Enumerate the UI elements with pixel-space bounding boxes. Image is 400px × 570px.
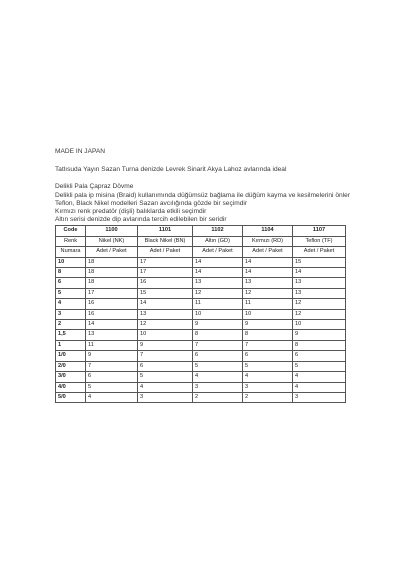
quantity-cell: 14 bbox=[243, 257, 293, 267]
quantity-cell: 14 bbox=[86, 320, 138, 330]
quantity-cell: 17 bbox=[138, 257, 193, 267]
quantity-cell: 5 bbox=[193, 361, 243, 371]
quantity-cell: 6 bbox=[243, 351, 293, 361]
hook-size-cell: 1,5 bbox=[56, 330, 86, 340]
hook-size-cell: 5 bbox=[56, 288, 86, 298]
header-color-rd: Kırmızı (RD) bbox=[243, 236, 293, 246]
quantity-cell: 3 bbox=[293, 392, 346, 402]
header-unit-5: Adet / Paket bbox=[293, 247, 346, 257]
header-unit-3: Adet / Paket bbox=[193, 247, 243, 257]
hook-size-cell: 1/0 bbox=[56, 351, 86, 361]
quantity-cell: 12 bbox=[293, 299, 346, 309]
quantity-cell: 18 bbox=[86, 278, 138, 288]
quantity-cell: 11 bbox=[243, 299, 293, 309]
quantity-cell: 13 bbox=[138, 309, 193, 319]
header-code-1100: 1100 bbox=[86, 226, 138, 236]
quantity-cell: 5 bbox=[86, 382, 138, 392]
quantity-cell: 10 bbox=[138, 330, 193, 340]
quantity-cell: 10 bbox=[193, 309, 243, 319]
usage-line: Tatlısuda Yayın Sazan Turna denizde Levrek Sinarit Akya Lahoz avlarında ideal bbox=[55, 166, 287, 174]
quantity-cell: 13 bbox=[243, 278, 293, 288]
table-row bbox=[56, 268, 346, 278]
header-unit-4: Adet / Paket bbox=[243, 247, 293, 257]
quantity-cell: 12 bbox=[293, 309, 346, 319]
quantity-cell: 2 bbox=[193, 392, 243, 402]
quantity-cell: 13 bbox=[293, 288, 346, 298]
document-content bbox=[55, 148, 350, 403]
quantity-cell: 10 bbox=[243, 309, 293, 319]
quantity-cell: 14 bbox=[193, 257, 243, 267]
header-code-1104: 1104 bbox=[243, 226, 293, 236]
header-color-bn: Black Nikel (BN) bbox=[138, 236, 193, 246]
quantity-cell: 3 bbox=[193, 382, 243, 392]
quantity-cell: 3 bbox=[138, 392, 193, 402]
quantity-cell: 4 bbox=[86, 392, 138, 402]
quantity-cell: 2 bbox=[243, 392, 293, 402]
header-color-gd: Altın (GD) bbox=[193, 236, 243, 246]
spec-table bbox=[55, 225, 346, 403]
header-row-unit bbox=[56, 247, 346, 257]
quantity-cell: 6 bbox=[138, 361, 193, 371]
hook-size-cell: 8 bbox=[56, 268, 86, 278]
quantity-cell: 17 bbox=[138, 268, 193, 278]
header-code-1101: 1101 bbox=[138, 226, 193, 236]
quantity-cell: 10 bbox=[293, 320, 346, 330]
table-row bbox=[56, 309, 346, 319]
quantity-cell: 9 bbox=[293, 330, 346, 340]
hook-size-cell: 4/0 bbox=[56, 382, 86, 392]
quantity-cell: 14 bbox=[138, 299, 193, 309]
quantity-cell: 7 bbox=[243, 340, 293, 350]
quantity-cell: 13 bbox=[293, 278, 346, 288]
feature-title-line: Delikli Pala Çapraz Dövme bbox=[55, 183, 134, 191]
quantity-cell: 4 bbox=[193, 372, 243, 382]
quantity-cell: 6 bbox=[193, 351, 243, 361]
table-row bbox=[56, 299, 346, 309]
hook-size-cell: 2 bbox=[56, 320, 86, 330]
header-color-nk: Nikel (NK) bbox=[86, 236, 138, 246]
quantity-cell: 7 bbox=[138, 351, 193, 361]
header-unit-1: Adet / Paket bbox=[86, 247, 138, 257]
hook-size-cell: 3 bbox=[56, 309, 86, 319]
red-note-line: Kırmızı renk predatör (dişli) balıklarda etkili seçimdir bbox=[55, 208, 207, 216]
quantity-cell: 12 bbox=[138, 320, 193, 330]
table-row bbox=[56, 351, 346, 361]
table-row bbox=[56, 382, 346, 392]
table-row bbox=[56, 288, 346, 298]
table-row bbox=[56, 257, 346, 267]
quantity-cell: 8 bbox=[293, 340, 346, 350]
hook-size-cell: 5/0 bbox=[56, 392, 86, 402]
quantity-cell: 8 bbox=[243, 330, 293, 340]
quantity-cell: 17 bbox=[86, 288, 138, 298]
quantity-cell: 18 bbox=[86, 257, 138, 267]
header-unit-2: Adet / Paket bbox=[138, 247, 193, 257]
header-row-code bbox=[56, 226, 346, 236]
table-row bbox=[56, 372, 346, 382]
hook-size-cell: 2/0 bbox=[56, 361, 86, 371]
quantity-cell: 6 bbox=[86, 372, 138, 382]
quantity-cell: 9 bbox=[86, 351, 138, 361]
quantity-cell: 9 bbox=[193, 320, 243, 330]
quantity-cell: 9 bbox=[243, 320, 293, 330]
header-code-1102: 1102 bbox=[193, 226, 243, 236]
quantity-cell: 6 bbox=[293, 351, 346, 361]
header-code-label: Code bbox=[56, 226, 86, 236]
quantity-cell: 16 bbox=[138, 278, 193, 288]
quantity-cell: 15 bbox=[138, 288, 193, 298]
quantity-cell: 3 bbox=[243, 382, 293, 392]
quantity-cell: 14 bbox=[293, 268, 346, 278]
header-row-color bbox=[56, 236, 346, 246]
table-row bbox=[56, 392, 346, 402]
header-code-1107: 1107 bbox=[293, 226, 346, 236]
quantity-cell: 7 bbox=[193, 340, 243, 350]
quantity-cell: 14 bbox=[193, 268, 243, 278]
quantity-cell: 5 bbox=[243, 361, 293, 371]
quantity-cell: 8 bbox=[193, 330, 243, 340]
quantity-cell: 4 bbox=[293, 372, 346, 382]
origin-line: MADE IN JAPAN bbox=[55, 148, 106, 155]
quantity-cell: 15 bbox=[293, 257, 346, 267]
hook-size-cell: 6 bbox=[56, 278, 86, 288]
teflon-note-line: Teflon, Black Nikel modelleri Sazan avcılığında gözde bir seçimdir bbox=[55, 199, 248, 207]
table-row bbox=[56, 320, 346, 330]
quantity-cell: 13 bbox=[193, 278, 243, 288]
quantity-cell: 4 bbox=[243, 372, 293, 382]
hook-size-cell: 10 bbox=[56, 257, 86, 267]
header-color-label: Renk bbox=[56, 236, 86, 246]
table-row bbox=[56, 330, 346, 340]
hook-size-cell: 1 bbox=[56, 340, 86, 350]
table-row bbox=[56, 361, 346, 371]
table-row bbox=[56, 278, 346, 288]
quantity-cell: 14 bbox=[243, 268, 293, 278]
quantity-cell: 11 bbox=[86, 340, 138, 350]
quantity-cell: 16 bbox=[86, 299, 138, 309]
quantity-cell: 16 bbox=[86, 309, 138, 319]
hook-size-cell: 4 bbox=[56, 299, 86, 309]
quantity-cell: 12 bbox=[243, 288, 293, 298]
hook-size-cell: 3/0 bbox=[56, 372, 86, 382]
quantity-cell: 7 bbox=[86, 361, 138, 371]
quantity-cell: 5 bbox=[138, 372, 193, 382]
quantity-cell: 4 bbox=[293, 382, 346, 392]
table-row bbox=[56, 340, 346, 350]
quantity-cell: 9 bbox=[138, 340, 193, 350]
gold-note-line: Altın serisi denizde dip avlarında tercih edilebilen bir seridir bbox=[55, 216, 227, 224]
quantity-cell: 5 bbox=[293, 361, 346, 371]
quantity-cell: 4 bbox=[138, 382, 193, 392]
quantity-cell: 12 bbox=[193, 288, 243, 298]
quantity-cell: 11 bbox=[193, 299, 243, 309]
quantity-cell: 13 bbox=[86, 330, 138, 340]
header-color-tf: Teflon (TF) bbox=[293, 236, 346, 246]
braid-note-line: Delikli pala ip misina (Braid) kullanımında düğümsüz bağlama ile düğüm kayma ve kesilmelerini önler bbox=[55, 191, 351, 199]
quantity-cell: 18 bbox=[86, 268, 138, 278]
header-unit-label: Numara bbox=[56, 247, 86, 257]
